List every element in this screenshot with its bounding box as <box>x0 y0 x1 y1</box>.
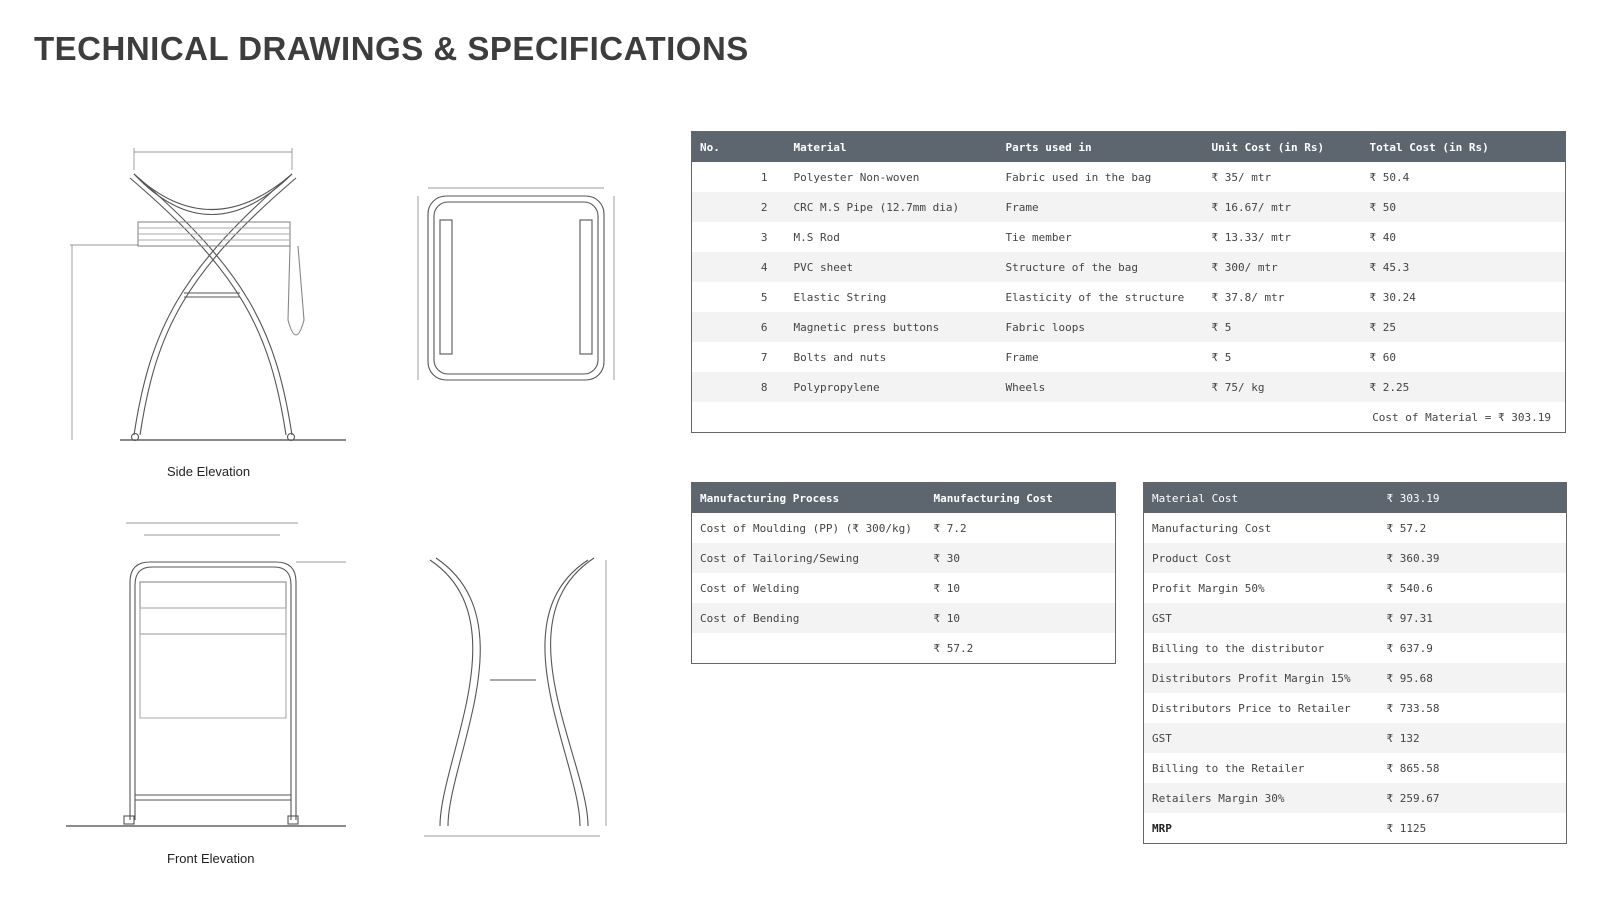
row-unit-cost: ₹ 75/ kg <box>1204 372 1362 402</box>
row-process: Cost of Bending <box>692 603 926 633</box>
row-total-cost: ₹ 25 <box>1362 312 1566 342</box>
row-label: Distributors Profit Margin 15% <box>1144 663 1379 693</box>
table-row <box>692 342 1566 372</box>
material-cost-table <box>691 131 1566 433</box>
technical-drawings <box>0 0 660 899</box>
row-value: ₹ 95.68 <box>1379 663 1567 693</box>
mrp-value: ₹ 1125 <box>1386 821 1427 835</box>
table-row <box>1144 783 1567 813</box>
row-label: Distributors Price to Retailer <box>1152 701 1351 715</box>
row-unit-cost: ₹ 300/ mtr <box>1204 252 1362 282</box>
row-part: Wheels <box>998 372 1204 402</box>
row-total-cost: ₹ 60 <box>1369 350 1396 364</box>
row-no: 3 <box>760 230 768 244</box>
row-no: 6 <box>692 312 786 342</box>
row-total-cost: ₹ 50 <box>1362 192 1566 222</box>
material-table-header <box>692 132 1566 163</box>
material-total-row <box>692 402 1566 433</box>
row-material: CRC M.S Pipe (12.7mm dia) <box>786 192 998 222</box>
row-value: ₹ 97.31 <box>1379 603 1567 633</box>
manufacturing-cost-table <box>691 482 1116 664</box>
col-header-total-cost: Total Cost (in Rs) <box>1362 132 1566 163</box>
manufacturing-total-row <box>692 633 1116 664</box>
row-total-cost: ₹ 40 <box>1369 230 1396 244</box>
row-process: Cost of Welding <box>700 581 800 595</box>
table-row <box>1144 573 1567 603</box>
row-total-cost: ₹ 50.4 <box>1369 170 1410 184</box>
row-value: ₹ 259.67 <box>1379 783 1567 813</box>
row-part: Tie member <box>1005 230 1072 244</box>
table-row <box>692 162 1566 192</box>
table-row <box>692 573 1116 603</box>
table-row <box>692 252 1566 282</box>
row-label: GST <box>1144 723 1379 753</box>
row-part: Frame <box>1005 350 1039 364</box>
row-value: ₹ 132 <box>1379 723 1567 753</box>
row-material: Polypropylene <box>786 372 998 402</box>
side-elevation-drawing <box>70 148 346 441</box>
front-elevation-caption: Front Elevation <box>167 851 255 866</box>
row-value: ₹ 637.9 <box>1386 641 1433 655</box>
row-cost: ₹ 7.2 <box>933 521 967 535</box>
col-header-no: No. <box>692 132 786 163</box>
row-value: ₹ 57.2 <box>1386 521 1427 535</box>
page-title: TECHNICAL DRAWINGS & SPECIFICATIONS <box>34 30 749 67</box>
row-material: Elastic String <box>793 290 887 304</box>
row-label: Retailers Margin 30% <box>1144 783 1379 813</box>
row-value: ₹ 540.6 <box>1386 581 1433 595</box>
table-row <box>1144 723 1567 753</box>
row-total-cost: ₹ 30.24 <box>1369 290 1416 304</box>
col-header-mfg-cost: Manufacturing Cost <box>926 483 1116 514</box>
side-elevation-caption: Side Elevation <box>167 464 251 479</box>
table-row <box>692 282 1566 312</box>
table-row <box>692 543 1116 573</box>
row-part: Fabric loops <box>998 312 1204 342</box>
row-no: 5 <box>760 290 768 304</box>
row-unit-cost: ₹ 5 <box>1211 350 1232 364</box>
row-material: Polyester Non-woven <box>793 170 920 184</box>
row-label: Profit Margin 50% <box>1152 581 1265 595</box>
row-no: 2 <box>692 192 786 222</box>
row-material: PVC sheet <box>786 252 998 282</box>
table-row <box>1144 603 1567 633</box>
col-header-material: Material <box>786 132 998 163</box>
pricing-table <box>1143 482 1567 844</box>
col-header-process: Manufacturing Process <box>692 483 926 514</box>
table-row <box>1144 543 1567 573</box>
row-label: Billing to the distributor <box>1152 641 1325 655</box>
row-no: 1 <box>760 170 768 184</box>
manufacturing-table-header <box>692 483 1116 514</box>
row-no: 4 <box>692 252 786 282</box>
row-material: M.S Rod <box>793 230 840 244</box>
row-unit-cost: ₹ 5 <box>1204 312 1362 342</box>
col-header-unit-cost: Unit Cost (in Rs) <box>1204 132 1362 163</box>
front-elevation-drawing <box>66 523 346 826</box>
row-unit-cost: ₹ 35/ mtr <box>1211 170 1272 184</box>
row-process: Cost of Tailoring/Sewing <box>692 543 926 573</box>
pricing-header-label: Material Cost <box>1144 483 1379 514</box>
row-label: Product Cost <box>1144 543 1379 573</box>
row-material: Magnetic press buttons <box>786 312 998 342</box>
row-label: Manufacturing Cost <box>1152 521 1272 535</box>
table-row <box>692 603 1116 633</box>
col-header-parts: Parts used in <box>998 132 1204 163</box>
table-row <box>1144 633 1567 663</box>
row-unit-cost: ₹ 16.67/ mtr <box>1204 192 1362 222</box>
row-part: Elasticity of the structure <box>1005 290 1185 304</box>
frame-drawing <box>424 558 606 836</box>
row-value: ₹ 733.58 <box>1386 701 1440 715</box>
row-part: Frame <box>998 192 1204 222</box>
row-unit-cost: ₹ 13.33/ mtr <box>1211 230 1291 244</box>
row-material: Bolts and nuts <box>793 350 887 364</box>
row-cost: ₹ 30 <box>926 543 1116 573</box>
table-row <box>692 312 1566 342</box>
row-label: GST <box>1144 603 1379 633</box>
row-part: Structure of the bag <box>998 252 1204 282</box>
table-row <box>692 192 1566 222</box>
table-row <box>1144 513 1567 543</box>
row-process: Cost of Moulding (PP) (₹ 300/kg) <box>700 521 912 535</box>
row-value: ₹ 360.39 <box>1379 543 1567 573</box>
mrp-row <box>1144 813 1567 844</box>
row-part: Fabric used in the bag <box>1005 170 1152 184</box>
row-cost: ₹ 10 <box>926 603 1116 633</box>
pricing-header-value: ₹ 303.19 <box>1379 483 1567 514</box>
material-total: Cost of Material = ₹ 303.19 <box>692 402 1566 433</box>
row-unit-cost: ₹ 37.8/ mtr <box>1211 290 1285 304</box>
table-row <box>1144 693 1567 723</box>
table-row <box>692 513 1116 543</box>
table-row <box>692 372 1566 402</box>
mrp-label: MRP <box>1152 821 1172 835</box>
row-label: Billing to the Retailer <box>1152 761 1305 775</box>
row-value: ₹ 865.58 <box>1386 761 1440 775</box>
table-row <box>692 222 1566 252</box>
row-cost: ₹ 10 <box>933 581 960 595</box>
row-total-cost: ₹ 2.25 <box>1362 372 1566 402</box>
row-total-cost: ₹ 45.3 <box>1362 252 1566 282</box>
table-row <box>1144 663 1567 693</box>
row-no: 7 <box>760 350 768 364</box>
plan-view-drawing <box>418 188 614 380</box>
manufacturing-total: ₹ 57.2 <box>926 633 1116 664</box>
row-no: 8 <box>692 372 786 402</box>
table-row <box>1144 753 1567 783</box>
pricing-table-header <box>1144 483 1567 514</box>
